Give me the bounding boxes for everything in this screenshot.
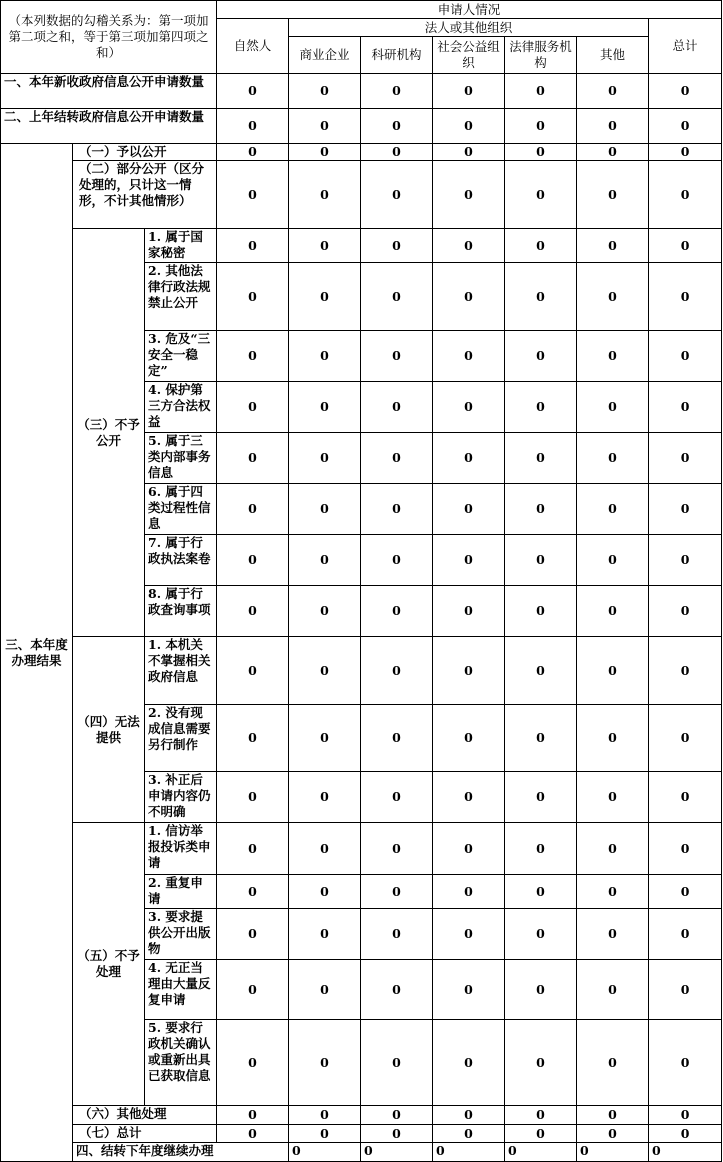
table-cell: 0 — [505, 1125, 577, 1143]
table-cell: 0 — [505, 772, 577, 823]
table-cell: 0 — [433, 960, 505, 1020]
table-cell: 0 — [577, 960, 649, 1020]
header-natural-person: 自然人 — [217, 19, 289, 74]
table-cell: 0 — [649, 74, 722, 109]
table-cell: 0 — [217, 1020, 289, 1106]
header-research: 科研机构 — [361, 37, 433, 74]
table-cell: 0 — [505, 535, 577, 586]
header-commercial: 商业企业 — [289, 37, 361, 74]
table-cell: 0 — [649, 263, 722, 331]
table-cell: 0 — [289, 909, 361, 960]
table-cell: 0 — [505, 823, 577, 875]
row-label: 3. 危及“三安全一稳定” — [145, 331, 217, 382]
table-cell: 0 — [217, 144, 289, 161]
table-cell: 0 — [433, 909, 505, 960]
table-cell: 0 — [433, 586, 505, 637]
table-cell: 0 — [433, 772, 505, 823]
row-label: 四、结转下年度继续办理 — [73, 1143, 289, 1162]
table-cell: 0 — [649, 637, 722, 705]
table-cell: 0 — [577, 637, 649, 705]
table-cell: 0 — [505, 960, 577, 1020]
table-cell: 0 — [361, 484, 433, 535]
table-cell: 0 — [505, 1143, 577, 1162]
table-cell: 0 — [289, 1125, 361, 1143]
row-label: 1. 信访举报投诉类申请 — [145, 823, 217, 875]
table-cell: 0 — [361, 109, 433, 144]
table-cell: 0 — [433, 144, 505, 161]
table-cell: 0 — [505, 909, 577, 960]
table-cell: 0 — [505, 705, 577, 772]
table-cell: 0 — [361, 229, 433, 263]
row-label: （二）部分公开（区分处理的，只计这一情形，不计其他情形） — [73, 161, 217, 229]
table-cell: 0 — [217, 586, 289, 637]
table-cell: 0 — [649, 382, 722, 433]
table-cell: 0 — [649, 535, 722, 586]
table-cell: 0 — [649, 109, 722, 144]
table-cell: 0 — [433, 637, 505, 705]
table-cell: 0 — [433, 331, 505, 382]
table-cell: 0 — [217, 433, 289, 484]
table-note: （本列数据的勾稽关系为：第一项加第二项之和，等于第三项加第四项之和） — [1, 1, 217, 74]
table-cell: 0 — [217, 823, 289, 875]
table-row — [1, 74, 722, 109]
table-cell: 0 — [649, 1125, 722, 1143]
row-label: 5. 要求行政机关确认或重新出具已获取信息 — [145, 1020, 217, 1106]
row-label: （七）总计 — [73, 1125, 217, 1143]
row-label: 3. 要求提供公开出版物 — [145, 909, 217, 960]
table-row — [1, 1125, 722, 1143]
table-cell: 0 — [433, 161, 505, 229]
row-label: 一、本年新收政府信息公开申请数量 — [1, 74, 217, 109]
table-cell: 0 — [505, 637, 577, 705]
table-cell: 0 — [361, 586, 433, 637]
table-cell: 0 — [577, 74, 649, 109]
table-cell: 0 — [505, 109, 577, 144]
table-cell: 0 — [649, 144, 722, 161]
header-public-welfare: 社会公益组织 — [433, 37, 505, 74]
row-label: 2. 没有现成信息需要另行制作 — [145, 705, 217, 772]
table-cell: 0 — [577, 823, 649, 875]
row-label: （一）予以公开 — [73, 144, 217, 161]
table-cell: 0 — [433, 382, 505, 433]
table-cell: 0 — [577, 875, 649, 909]
row-label: 4. 保护第三方合法权益 — [145, 382, 217, 433]
table-cell: 0 — [577, 382, 649, 433]
table-cell: 0 — [433, 823, 505, 875]
table-cell: 0 — [577, 1106, 649, 1125]
row-label: 5. 属于三类内部事务信息 — [145, 433, 217, 484]
table-cell: 0 — [649, 960, 722, 1020]
table-cell: 0 — [505, 144, 577, 161]
table-cell: 0 — [217, 705, 289, 772]
table-cell: 0 — [289, 382, 361, 433]
header-legal-service: 法律服务机构 — [505, 37, 577, 74]
table-row — [1, 161, 722, 229]
row-label: 7. 属于行政执法案卷 — [145, 535, 217, 586]
table-cell: 0 — [361, 772, 433, 823]
row-label: 1. 属于国家秘密 — [145, 229, 217, 263]
table-cell: 0 — [289, 1106, 361, 1125]
table-cell: 0 — [361, 433, 433, 484]
table-cell: 0 — [289, 875, 361, 909]
table-cell: 0 — [289, 144, 361, 161]
table-cell: 0 — [361, 263, 433, 331]
table-cell: 0 — [505, 263, 577, 331]
table-cell: 0 — [505, 229, 577, 263]
table-cell: 0 — [505, 161, 577, 229]
table-cell: 0 — [361, 382, 433, 433]
table-cell: 0 — [289, 535, 361, 586]
table-row — [1, 637, 722, 705]
table-cell: 0 — [217, 637, 289, 705]
table-cell: 0 — [649, 433, 722, 484]
table-cell: 0 — [505, 433, 577, 484]
table-cell: 0 — [577, 144, 649, 161]
table-cell: 0 — [433, 433, 505, 484]
row-label: 4. 无正当理由大量反复申请 — [145, 960, 217, 1020]
table-cell: 0 — [649, 484, 722, 535]
table-cell: 0 — [361, 1106, 433, 1125]
table-cell: 0 — [217, 331, 289, 382]
table-row — [1, 229, 722, 263]
table-cell: 0 — [289, 637, 361, 705]
table-cell: 0 — [649, 772, 722, 823]
table-cell: 0 — [649, 161, 722, 229]
table-cell: 0 — [217, 960, 289, 1020]
table-cell: 0 — [289, 960, 361, 1020]
table-cell: 0 — [289, 705, 361, 772]
table-row — [1, 144, 722, 161]
table-row — [1, 1143, 722, 1162]
table-row — [1, 109, 722, 144]
table-cell: 0 — [361, 637, 433, 705]
table-cell: 0 — [361, 875, 433, 909]
table-cell: 0 — [289, 74, 361, 109]
row-label: 二、上年结转政府信息公开申请数量 — [1, 109, 217, 144]
table-cell: 0 — [433, 1020, 505, 1106]
header-legal-group: 法人或其他组织 — [289, 19, 649, 37]
table-cell: 0 — [577, 229, 649, 263]
table-cell: 0 — [361, 1143, 433, 1162]
table-cell: 0 — [217, 109, 289, 144]
table-cell: 0 — [361, 161, 433, 229]
row-label: 3. 补正后申请内容仍不明确 — [145, 772, 217, 823]
table-cell: 0 — [433, 1125, 505, 1143]
table-cell: 0 — [649, 229, 722, 263]
table-cell: 0 — [433, 535, 505, 586]
table-row — [1, 823, 722, 875]
table-cell: 0 — [361, 960, 433, 1020]
table-cell: 0 — [289, 263, 361, 331]
table-cell: 0 — [577, 161, 649, 229]
table-cell: 0 — [505, 74, 577, 109]
table-cell: 0 — [505, 875, 577, 909]
table-cell: 0 — [577, 433, 649, 484]
table-cell: 0 — [577, 331, 649, 382]
table-cell: 0 — [217, 875, 289, 909]
table-cell: 0 — [577, 586, 649, 637]
table-cell: 0 — [577, 1125, 649, 1143]
table-cell: 0 — [433, 705, 505, 772]
table-cell: 0 — [289, 586, 361, 637]
header-total: 总计 — [649, 19, 722, 74]
table-cell: 0 — [289, 229, 361, 263]
table-cell: 0 — [433, 263, 505, 331]
table-cell: 0 — [649, 1143, 722, 1162]
table-cell: 0 — [433, 1106, 505, 1125]
table-cell: 0 — [433, 74, 505, 109]
row-label: （六）其他处理 — [73, 1106, 217, 1125]
table-cell: 0 — [649, 1106, 722, 1125]
table-cell: 0 — [217, 74, 289, 109]
table-cell: 0 — [361, 705, 433, 772]
table-cell: 0 — [577, 263, 649, 331]
table-cell: 0 — [361, 1020, 433, 1106]
table-cell: 0 — [217, 535, 289, 586]
row-label: 2. 重复申请 — [145, 875, 217, 909]
table-cell: 0 — [649, 823, 722, 875]
row-label: 8. 属于行政查询事项 — [145, 586, 217, 637]
table-cell: 0 — [217, 161, 289, 229]
table-cell: 0 — [217, 229, 289, 263]
table-cell: 0 — [217, 772, 289, 823]
table-cell: 0 — [649, 331, 722, 382]
group-4-label: （四）无法提供 — [73, 637, 145, 823]
group-3-label: （三）不予公开 — [73, 229, 145, 637]
table-cell: 0 — [577, 1143, 649, 1162]
table-cell: 0 — [649, 705, 722, 772]
table-cell: 0 — [217, 1106, 289, 1125]
table-row — [1, 1106, 722, 1125]
table-cell: 0 — [289, 109, 361, 144]
table-cell: 0 — [649, 586, 722, 637]
table-cell: 0 — [505, 484, 577, 535]
section-3-label: 三、本年度办理结果 — [1, 144, 73, 1162]
table-cell: 0 — [217, 382, 289, 433]
table-cell: 0 — [577, 705, 649, 772]
table-cell: 0 — [433, 1143, 505, 1162]
table-cell: 0 — [361, 74, 433, 109]
table-cell: 0 — [289, 331, 361, 382]
table-cell: 0 — [505, 1106, 577, 1125]
row-label: 6. 属于四类过程性信息 — [145, 484, 217, 535]
table-cell: 0 — [577, 909, 649, 960]
table-cell: 0 — [433, 229, 505, 263]
table-cell: 0 — [289, 772, 361, 823]
table-cell: 0 — [577, 535, 649, 586]
table-cell: 0 — [361, 535, 433, 586]
table-cell: 0 — [505, 586, 577, 637]
table-cell: 0 — [217, 484, 289, 535]
table-cell: 0 — [505, 1020, 577, 1106]
table-cell: 0 — [361, 144, 433, 161]
table-cell: 0 — [289, 433, 361, 484]
row-label: 1. 本机关不掌握相关政府信息 — [145, 637, 217, 705]
table-cell: 0 — [433, 109, 505, 144]
table-cell: 0 — [289, 1143, 361, 1162]
table-cell: 0 — [433, 484, 505, 535]
table-cell: 0 — [361, 331, 433, 382]
header-applicant: 申请人情况 — [217, 1, 722, 19]
table-cell: 0 — [289, 161, 361, 229]
table-cell: 0 — [505, 331, 577, 382]
table-cell: 0 — [433, 875, 505, 909]
table-cell: 0 — [289, 823, 361, 875]
table-cell: 0 — [361, 1125, 433, 1143]
table-cell: 0 — [217, 909, 289, 960]
table-cell: 0 — [505, 382, 577, 433]
table-cell: 0 — [217, 263, 289, 331]
table-cell: 0 — [577, 772, 649, 823]
table-cell: 0 — [577, 109, 649, 144]
table-cell: 0 — [577, 484, 649, 535]
header-other: 其他 — [577, 37, 649, 74]
table-cell: 0 — [649, 875, 722, 909]
table-cell: 0 — [649, 1020, 722, 1106]
table-cell: 0 — [361, 823, 433, 875]
table-cell: 0 — [289, 1020, 361, 1106]
table-cell: 0 — [289, 484, 361, 535]
row-label: 2. 其他法律行政法规禁止公开 — [145, 263, 217, 331]
table-cell: 0 — [217, 1125, 289, 1143]
table-cell: 0 — [361, 909, 433, 960]
table-cell: 0 — [649, 909, 722, 960]
group-5-label: （五）不予处理 — [73, 823, 145, 1106]
table-cell: 0 — [577, 1020, 649, 1106]
